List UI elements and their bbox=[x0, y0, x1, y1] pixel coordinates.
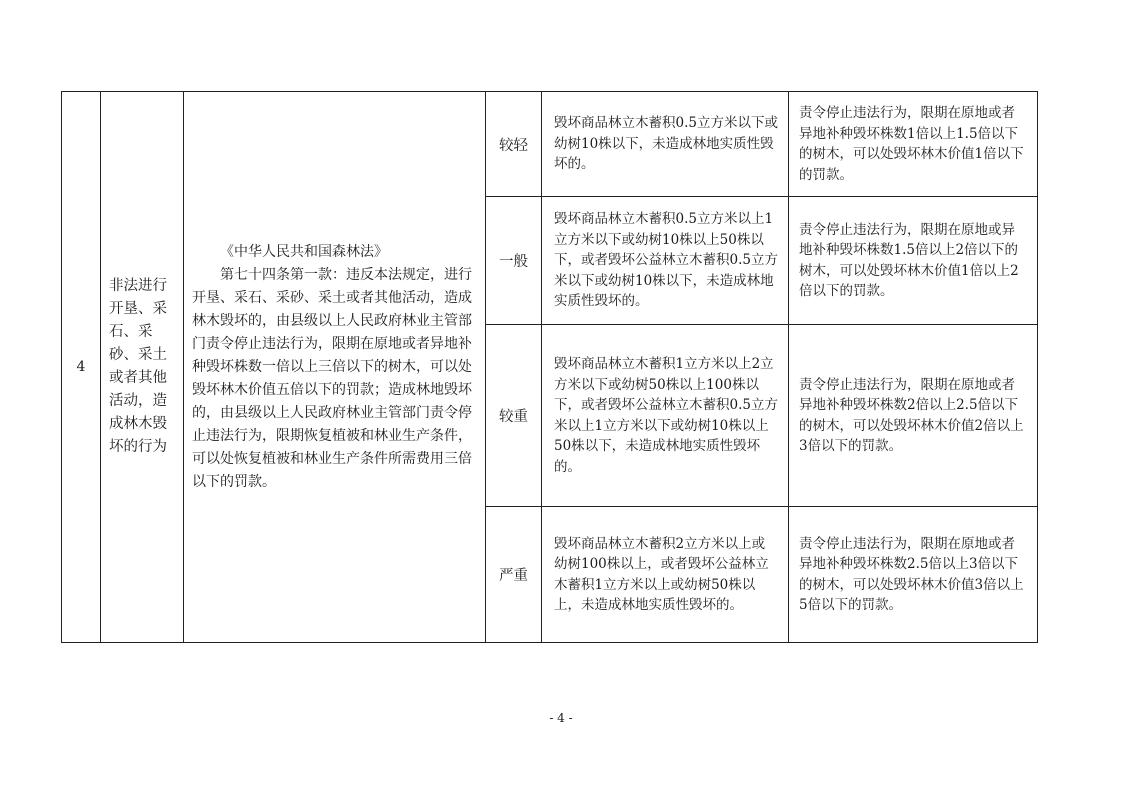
level-serious: 较重 bbox=[486, 325, 542, 507]
level-light: 较轻 bbox=[486, 92, 542, 197]
row-number: 4 bbox=[62, 92, 101, 643]
circumstance-severe: 毁坏商品林立木蓄积2立方米以上或幼树100株以上，或者毁坏公益林立木蓄积1立方米以上或幼树50株以上，未造成林地实质性毁坏的。 bbox=[542, 507, 789, 643]
penalty-serious: 责令停止违法行为，限期在原地或者异地补种毁坏株数2倍以上2.5倍以下的树木，可以处毁坏林木价值2倍以上3倍以下的罚款。 bbox=[789, 325, 1038, 507]
law-title: 《中华人民共和国森林法》 bbox=[220, 243, 388, 260]
penalty-discretion-table bbox=[61, 91, 1038, 643]
penalty-general: 责令停止违法行为，限期在原地或异地补种毁坏株数1.5倍以上2倍以下的树木，可以处毁坏林木价值1倍以上2倍以下的罚款。 bbox=[789, 197, 1038, 325]
level-severe: 严重 bbox=[486, 507, 542, 643]
penalty-severe: 责令停止违法行为，限期在原地或者异地补种毁坏株数2.5倍以上3倍以下的树木，可以处毁坏林木价值3倍以上5倍以下的罚款。 bbox=[789, 507, 1038, 643]
violation-text: 非法进行开垦、采石、采砂、采土或者其他活动，造成林木毁坏的行为 bbox=[109, 278, 167, 455]
penalty-light: 责令停止违法行为，限期在原地或者异地补种毁坏株数1倍以上1.5倍以下的树木，可以处毁坏林木价值1倍以下的罚款。 bbox=[789, 92, 1038, 197]
circumstance-serious: 毁坏商品林立木蓄积1立方米以上2立方米以下或幼树50株以上100株以下，或者毁坏公益林立木蓄积0.5立方米以上1立方米以下或幼树10株以上50株以下，未造成林地实质性毁坏的。 bbox=[542, 325, 789, 507]
level-general: 一般 bbox=[486, 197, 542, 325]
circumstance-light: 毁坏商品林立木蓄积0.5立方米以下或幼树10株以下，未造成林地实质性毁坏的。 bbox=[542, 92, 789, 197]
violation-cell bbox=[101, 92, 184, 643]
circumstance-general: 毁坏商品林立木蓄积0.5立方米以上1立方米以下或幼树10株以上50株以下，或者毁坏公益林立木蓄积0.5立方米以下或幼树10株以下，未造成林地实质性毁坏的。 bbox=[542, 197, 789, 325]
law-article-text: 第七十四条第一款：违反本法规定，进行开垦、采石、采砂、采土或者其他活动，造成林木毁坏的，由县级以上人民政府林业主管部门责令停止违法行为，限期在原地或者异地补种毁坏株数一倍以上三倍以下的树木，可以处毁坏林木价值五倍以下的罚款；造成林地毁坏的，由县级以上人民政府林业主管部门责令停止违法行为，限期恢复植被和林业生产条件，可以处恢复植被和林业生产条件所需费用三倍以下的罚款。 bbox=[192, 266, 472, 490]
page-number: - 4 - bbox=[549, 711, 573, 725]
table-row bbox=[62, 92, 1038, 197]
legal-basis-cell bbox=[184, 92, 486, 643]
